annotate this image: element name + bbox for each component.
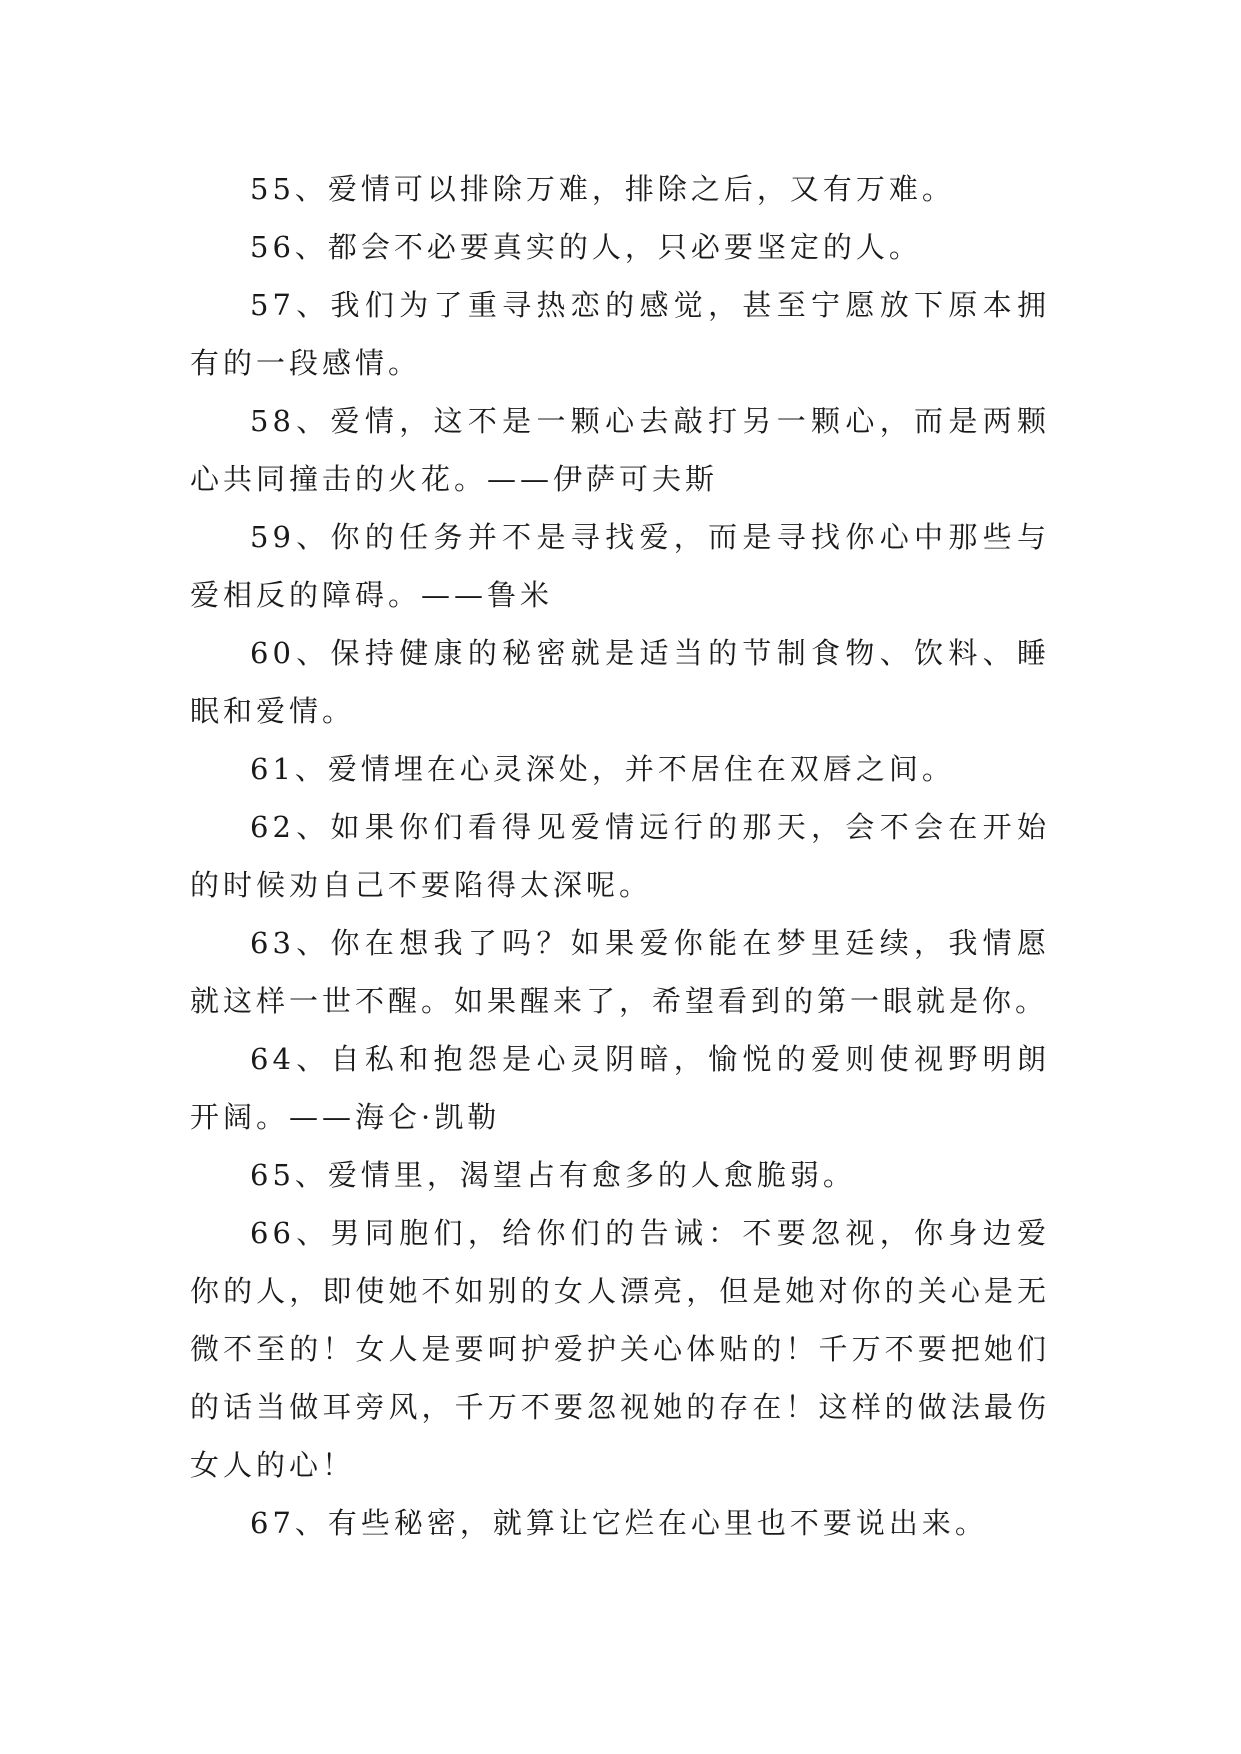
quote-62: 62、如果你们看得见爱情远行的那天，会不会在开始的时候劝自己不要陷得太深呢。 [190, 810, 1050, 902]
quote-60: 60、保持健康的秘密就是适当的节制食物、饮料、睡眠和爱情。 [190, 636, 1050, 728]
quote-55: 55、爱情可以排除万难，排除之后，又有万难。 [250, 172, 955, 206]
document-body [190, 160, 1050, 1552]
quote-59: 59、你的任务并不是寻找爱，而是寻找你心中那些与爱相反的障碍。——鲁米 [190, 520, 1050, 612]
quote-57: 57、我们为了重寻热恋的感觉，甚至宁愿放下原本拥有的一段感情。 [190, 288, 1050, 380]
quote-58: 58、爱情，这不是一颗心去敲打另一颗心，而是两颗心共同撞击的火花。——伊萨可夫斯 [190, 404, 1050, 496]
quote-66: 66、男同胞们，给你们的告诫：不要忽视，你身边爱你的人，即使她不如别的女人漂亮，但是她对你的关心是无微不至的！女人是要呵护爱护关心体贴的！千万不要把她们的话当做耳旁风，千万不要忽视她的存在！这样的做法最伤女人的心！ [190, 1216, 1050, 1482]
quote-63: 63、你在想我了吗？如果爱你能在梦里廷续，我情愿就这样一世不醒。如果醒来了，希望看到的第一眼就是你。 [190, 926, 1050, 1018]
quote-64: 64、自私和抱怨是心灵阴暗，愉悦的爱则使视野明朗开阔。——海仑·凯勒 [190, 1042, 1050, 1134]
quote-56: 56、都会不必要真实的人，只必要坚定的人。 [250, 230, 922, 264]
quote-65: 65、爱情里，渴望占有愈多的人愈脆弱。 [250, 1158, 856, 1192]
quote-67: 67、有些秘密，就算让它烂在心里也不要说出来。 [250, 1506, 988, 1540]
quote-61: 61、爱情埋在心灵深处，并不居住在双唇之间。 [250, 752, 955, 786]
